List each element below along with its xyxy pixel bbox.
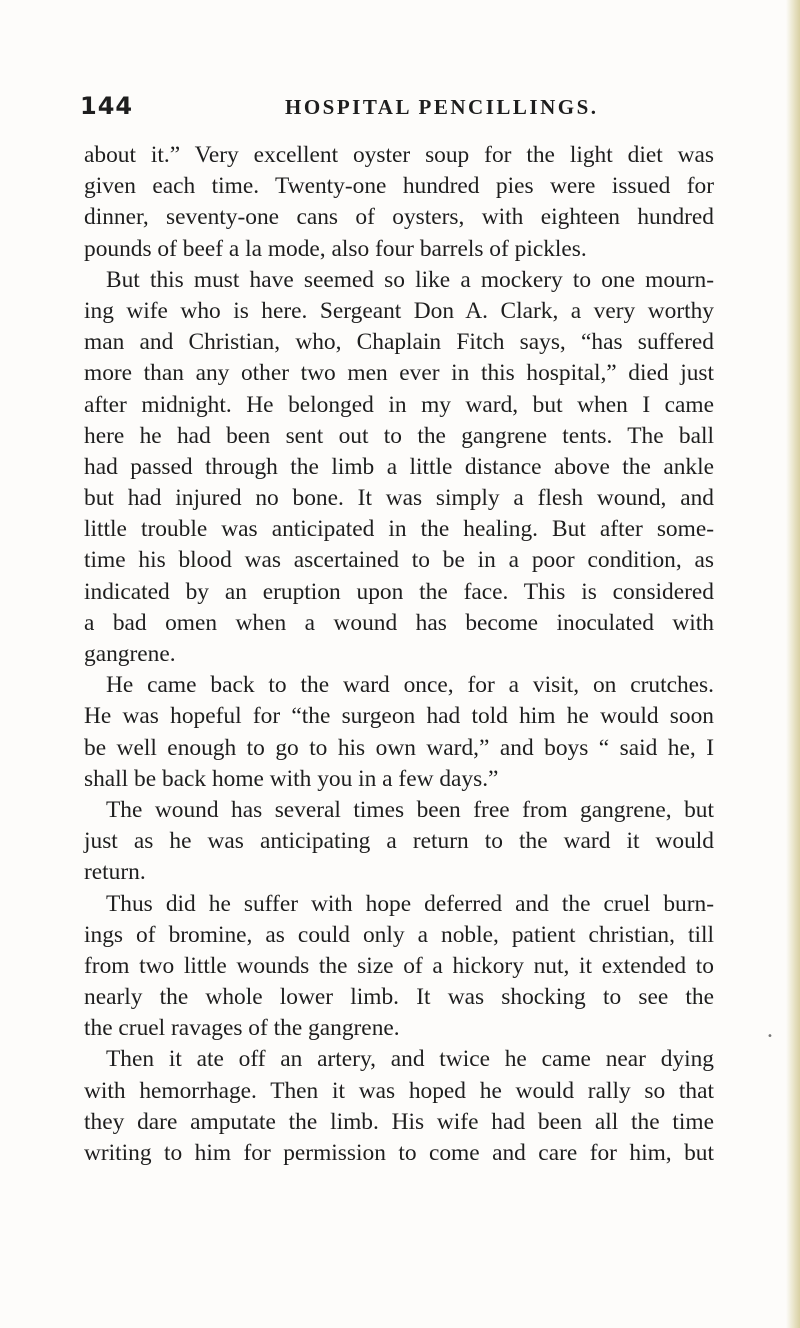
text-line: from two little wounds the size of a hickory nut, it extended to [84, 952, 714, 979]
text-line: Then it ate off an artery, and twice he came near dying [106, 1046, 714, 1073]
page-number: 144 [80, 92, 134, 120]
text-line: here he had been sent out to the gangrene tents. The ball [84, 422, 714, 449]
text-line: just as he was anticipating a return to the ward it would [84, 828, 714, 855]
body-text [84, 140, 714, 1169]
text-line: but had injured no bone. It was simply a flesh wound, and [84, 485, 714, 512]
text-line: gangrene. [84, 641, 176, 667]
text-line: about it.” Very excellent oyster soup for the light diet was [84, 142, 714, 168]
text-line: indicated by an eruption upon the face. This is considered [84, 578, 714, 605]
running-head: HOSPITAL PENCILLINGS. [285, 95, 599, 119]
text-line: more than any other two men ever in this hospital,” died just [84, 360, 714, 387]
text-line: be well enough to go to his own ward,” and boys “ said he, I [84, 734, 714, 761]
text-line: given each time. Twenty-one hundred pies were issued for [84, 173, 714, 200]
text-line: Thus did he suffer with hope deferred and the cruel burn- [106, 890, 714, 917]
page-header [80, 92, 710, 128]
text-line: with hemorrhage. Then it was hoped he would rally so that [84, 1077, 714, 1104]
text-line: they dare amputate the limb. His wife had been all the time [84, 1108, 714, 1135]
text-line: He was hopeful for “the surgeon had told him he would soon [84, 703, 714, 730]
text-line: return. [84, 859, 146, 886]
text-line: a bad omen when a wound has become inoculated with [84, 609, 714, 636]
text-line: the cruel ravages of the gangrene. [84, 1015, 400, 1042]
text-line: had passed through the limb a little distance above the ankle [84, 453, 714, 480]
margin-mark: • [767, 1031, 773, 1042]
text-line: after midnight. He belonged in my ward, but when I came [84, 391, 714, 418]
text-line: He came back to the ward once, for a visit, on crutches. [106, 672, 714, 699]
text-line: writing to him for permission to come and care for him, but [84, 1140, 714, 1166]
text-line: time his blood was ascertained to be in a poor condition, as [84, 547, 714, 574]
text-line: nearly the whole lower limb. It was shocking to see the [84, 984, 714, 1011]
text-line: But this must have seemed so like a mockery to one mourn- [106, 266, 714, 293]
page-edge [786, 0, 800, 1328]
text-line: ings of bromine, as could only a noble, patient christian, till [84, 921, 714, 948]
text-line: ing wife who is here. Sergeant Don A. Clark, a very worthy [84, 297, 714, 324]
text-line: shall be back home with you in a few days.” [84, 765, 499, 792]
text-line: dinner, seventy-one cans of oysters, with eighteen hundred [84, 204, 714, 231]
text-line: The wound has several times been free from gangrene, but [106, 796, 714, 823]
text-line: pounds of beef a la mode, also four barrels of pickles. [84, 235, 587, 262]
text-line: man and Christian, who, Chaplain Fitch says, “has suffered [84, 329, 714, 356]
text-line: little trouble was anticipated in the healing. But after some- [84, 516, 714, 543]
